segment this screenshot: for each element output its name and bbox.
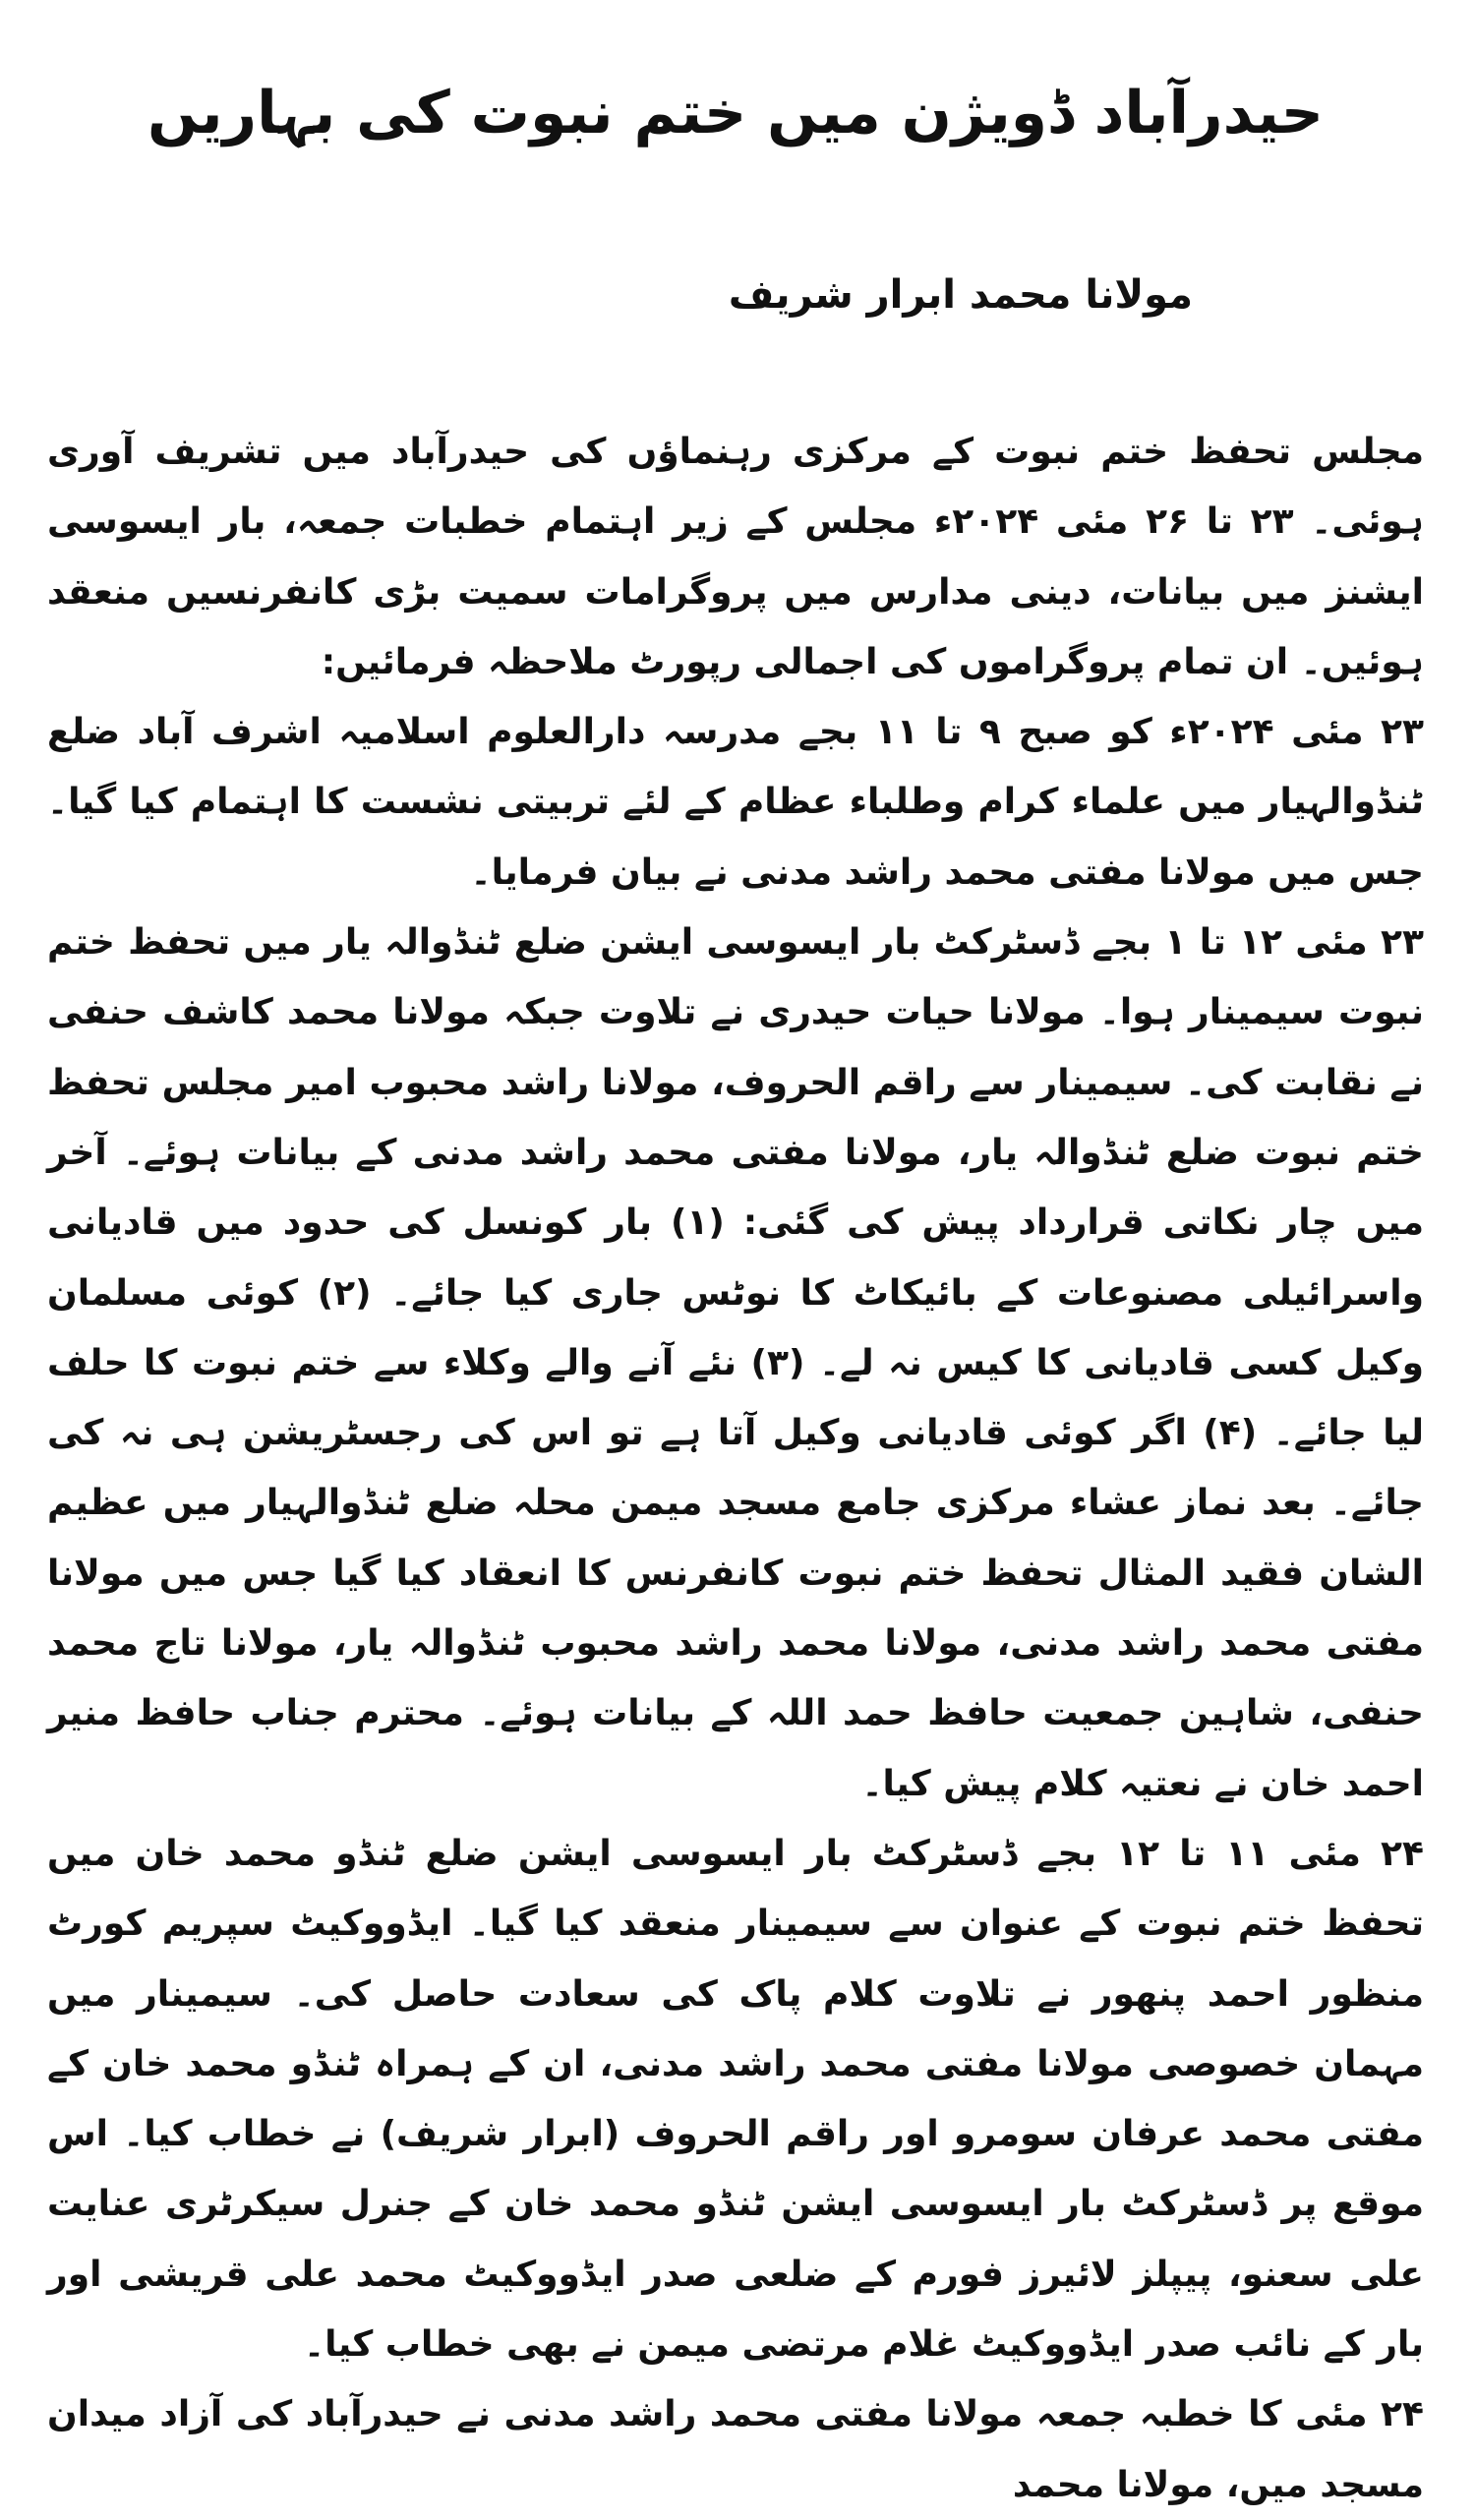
article-body bbox=[47, 417, 1424, 2520]
article-author: مولانا محمد ابرار شریف bbox=[728, 272, 1193, 318]
article-paragraph-2: ۲۳ مئی ۲۰۲۴ء کو صبح ۹ تا ۱۱ بجے مدرسہ دارالعلوم اسلامیہ اشرف آباد ضلع ٹنڈوالہیار میں علماء کرام وطلباء عظام کے لئے تربیتی نشست کا اہتمام کیا گیا۔ جس میں مولانا مفتی محمد راشد مدنی نے بیان فرمایا۔ bbox=[47, 712, 1424, 893]
article-paragraph-3: ۲۳ مئی ۱۲ تا ۱ بجے ڈسٹرکٹ بار ایسوسی ایشن ضلع ٹنڈوالہ یار میں تحفظ ختم نبوت سیمینار ہوا۔ مولانا حیات حیدری نے تلاوت جبکہ مولانا محمد کاشف حنفی نے نقابت کی۔ سیمینار سے راقم الحروف، مولانا راشد محبوب امیر مجلس تحفظ ختم نبوت ضلع ٹنڈوالہ یار، مولانا مفتی محمد راشد مدنی کے بیانات ہوئے۔ آخر میں چار نکاتی قرارداد پیش کی گئی: (۱) بار کونسل کی حدود میں قادیانی واسرائیلی مصنوعات کے بائیکاٹ کا نوٹس جاری کیا جائے۔ (۲) کوئی مسلمان وکیل کسی قادیانی کا کیس نہ لے۔ (۳) نئے آنے والے وکلاء سے ختم نبوت کا حلف لیا جائے۔ (۴) اگر کوئی قادیانی وکیل آتا ہے تو اس کی رجسٹریشن ہی نہ کی جائے۔ بعد نماز عشاء مرکزی جامع مسجد میمن محلہ ضلع ٹنڈوالہیار میں عظیم الشان فقید المثال تحفظ ختم نبوت کانفرنس کا انعقاد کیا گیا جس میں مولانا مفتی محمد راشد مدنی، مولانا محمد راشد محبوب ٹنڈوالہ یار، مولانا تاج محمد حنفی، شاہین جمعیت حافظ حمد اللہ کے بیانات ہوئے۔ محترم جناب حافظ منیر احمد خان نے نعتیہ کلام پیش کیا۔ bbox=[47, 922, 1425, 1804]
article-paragraph-4: ۲۴ مئی ۱۱ تا ۱۲ بجے ڈسٹرکٹ بار ایسوسی ایشن ضلع ٹنڈو محمد خان میں تحفظ ختم نبوت کے عنوان سے سیمینار منعقد کیا گیا۔ ایڈووکیٹ سپریم کورٹ منظور احمد پنھور نے تلاوت کلام پاک کی سعادت حاصل کی۔ سیمینار میں مہمان خصوصی مولانا مفتی محمد راشد مدنی، ان کے ہمراہ ٹنڈو محمد خان کے مفتی محمد عرفان سومرو اور راقم الحروف (ابرار شریف) نے خطاب کیا۔ اس موقع پر ڈسٹرکٹ بار ایسوسی ایشن ٹنڈو محمد خان کے جنرل سیکرٹری عنایت علی سعنو، پیپلز لائیرز فورم کے ضلعی صدر ایڈووکیٹ محمد علی قریشی اور بار کے نائب صدر ایڈووکیٹ غلام مرتضی میمن نے بھی خطاب کیا۔ bbox=[47, 1833, 1424, 2366]
article-title: حیدرآباد ڈویژن میں ختم نبوت کی بہاریں bbox=[148, 79, 1324, 147]
article-paragraph-5: ۲۴ مئی کا خطبہ جمعہ مولانا مفتی محمد راشد مدنی نے حیدرآباد کی آزاد میدان مسجد میں، مولانا محمد bbox=[47, 2394, 1424, 2505]
article-paragraph-1: مجلس تحفظ ختم نبوت کے مرکزی رہنماؤں کی حیدرآباد میں تشریف آوری ہوئی۔ ۲۳ تا ۲۶ مئی ۲۰۲۴ء مجلس کے زیر اہتمام خطبات جمعہ، بار ایسوسی ایشنز میں بیانات، دینی مدارس میں پروگرامات سمیت بڑی کانفرنسیں منعقد ہوئیں۔ ان تمام پروگراموں کی اجمالی رپورٹ ملاحظہ فرمائیں: bbox=[47, 432, 1424, 682]
